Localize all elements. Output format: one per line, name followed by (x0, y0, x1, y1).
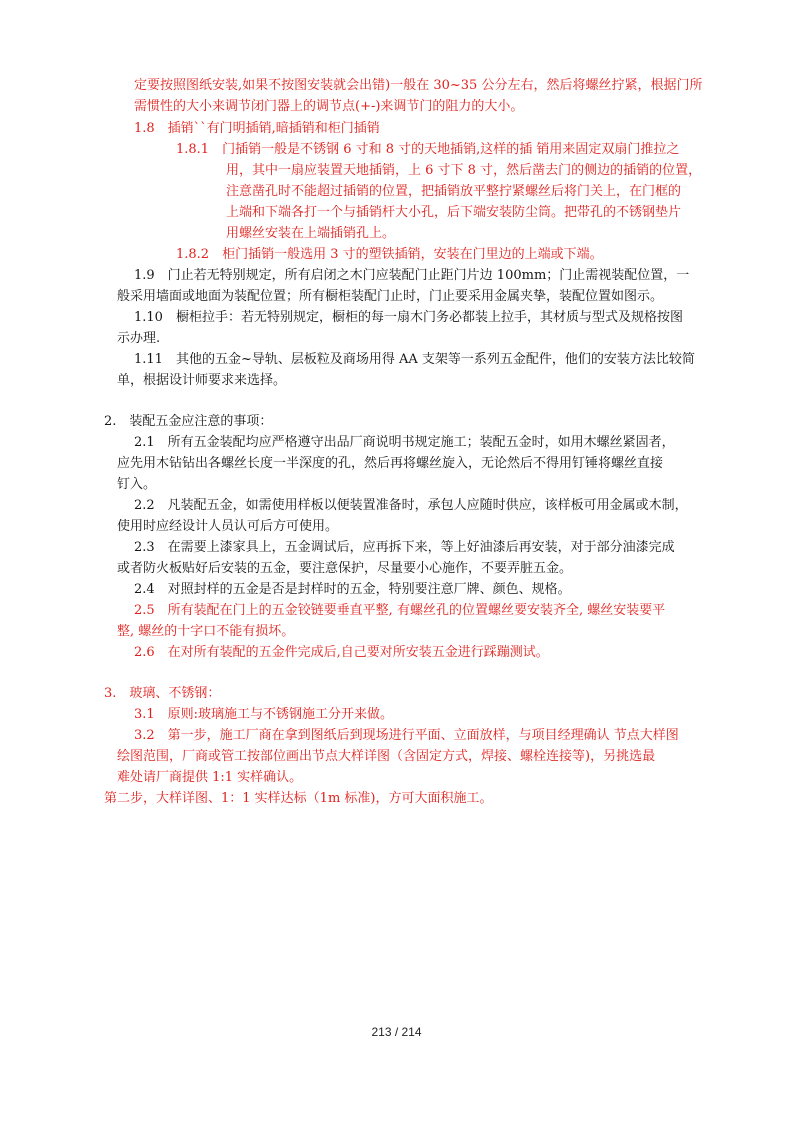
section-heading-2-2: 2.2 凡装配五金，如需使用样板以便装置准备时，承包人应随时供应，该样板可用金属或木制， (134, 498, 688, 513)
text-line: 单，根据设计师要求来选择。 (117, 373, 287, 388)
text-line: 绘图范围，厂商或管工按部位画出节点大样详图（含固定方式，焊接、螺栓连接等)，另挑选最 (117, 749, 656, 764)
text-line: 上端和下端各打一个与插销杆大小孔，后下端安装防尘筒。把带孔的不锈钢垫片 (226, 205, 682, 220)
page-number: 213 / 214 (371, 1025, 422, 1039)
text-line: 用，其中一扇应装置天地插销，上 6 寸下 8 寸，然后凿去门的侧边的插销的位置， (226, 163, 702, 178)
section-heading-1-11: 1.11 其他的五金~导轨、层板粒及商场用得 AA 支架等一系列五金配件，他们的安装方法比较简 (134, 352, 695, 367)
subsection-heading-1-8-2: 1.8.2 柜门插销一般选用 3 寸的塑铁插销，安装在门里边的上端或下端。 (176, 247, 603, 262)
subsection-heading-1-8-1: 1.8.1 门插销一般是不锈钢 6 寸和 8 寸的天地插销,这样的插 销用来固定双扇门推拉之 (176, 142, 680, 157)
text-line: 第二步，大样详图、1：1 实样达标（1m 标准)，方可大面积施工。 (104, 791, 493, 806)
section-heading-1-10: 1.10 橱柜拉手：若无特别规定，橱柜的每一扇木门务必都装上拉手，其材质与型式及规格按图 (134, 310, 683, 325)
text-line: 难处请厂商提供 1:1 实样确认。 (117, 770, 303, 785)
section-heading-3-1: 3.1 原则:玻璃施工与不锈钢施工分开来做。 (134, 707, 394, 722)
section-heading-2-5: 2.5 所有装配在门上的五金铰链要垂直平整, 有螺丝孔的位置螺丝要安装齐全, 螺丝安装要平 (134, 603, 666, 618)
section-heading-2-3: 2.3 在需要上漆家具上，五金调试后，应再拆下来，等上好油漆后再安装，对于部分油漆完成 (134, 540, 675, 555)
text-line: 使用时应经设计人员认可后方可使用。 (117, 519, 339, 534)
chapter-heading-3: 3. 玻璃、不锈钢： (104, 686, 221, 701)
section-heading-3-2: 3.2 第一步，施工厂商在拿到图纸后到现场进行平面、立面放样，与项目经理确认 节点大样图 (134, 728, 679, 743)
text-line: 整, 螺丝的十字口不能有损坏。 (117, 624, 295, 639)
section-heading-2-6: 2.6 在对所有装配的五金件完成后,自己要对所安装五金进行踩蹦测试。 (134, 645, 549, 660)
text-line: 用螺丝安装在上端插销孔上。 (226, 226, 396, 241)
section-heading-2-1: 2.1 所有五金装配均应严格遵守出品厂商说明书规定施工；装配五金时，如用木螺丝紧固者， (134, 435, 675, 450)
text-line: 应先用木钻钻出各螺丝长度一半深度的孔，然后再将螺丝旋入，无论然后不得用钉锤将螺丝直接 (117, 456, 664, 471)
text-line: 钉入。 (117, 477, 157, 492)
section-heading-1-8: 1.8 插销``有门明插销,暗插销和柜门插销 (134, 121, 380, 136)
text-line: 般采用墙面或地面为装配位置；所有橱柜装配门止时，门止要采用金属夹挚，装配位置如图示。 (117, 289, 664, 304)
text-line: 示办理. (117, 331, 161, 346)
section-heading-2-4: 2.4 对照封样的五金是否是封样时的五金，特别要注意厂牌、颜色、规格。 (134, 582, 571, 597)
chapter-heading-2: 2. 装配五金应注意的事项： (104, 414, 273, 429)
text-line: 需惯性的大小来调节闭门器上的调节点(+-)来调节门的阻力的大小。 (134, 99, 524, 114)
section-heading-1-9: 1.9 门止若无特别规定，所有启闭之木门应装配门止距门片边 100mm；门止需视装配位置，一 (134, 268, 690, 283)
text-line: 定要按照图纸安装,如果不按图安装就会出错)一般在 30~35 公分左右，然后将螺丝拧紧，根据门所 (134, 78, 703, 93)
text-line: 注意凿孔时不能超过插销的位置，把插销放平整拧紧螺丝后将门关上，在门框的 (226, 184, 682, 199)
text-line: 或者防火板贴好后安装的五金，要注意保护，尽量要小心施作，不要弄脏五金。 (117, 561, 573, 576)
